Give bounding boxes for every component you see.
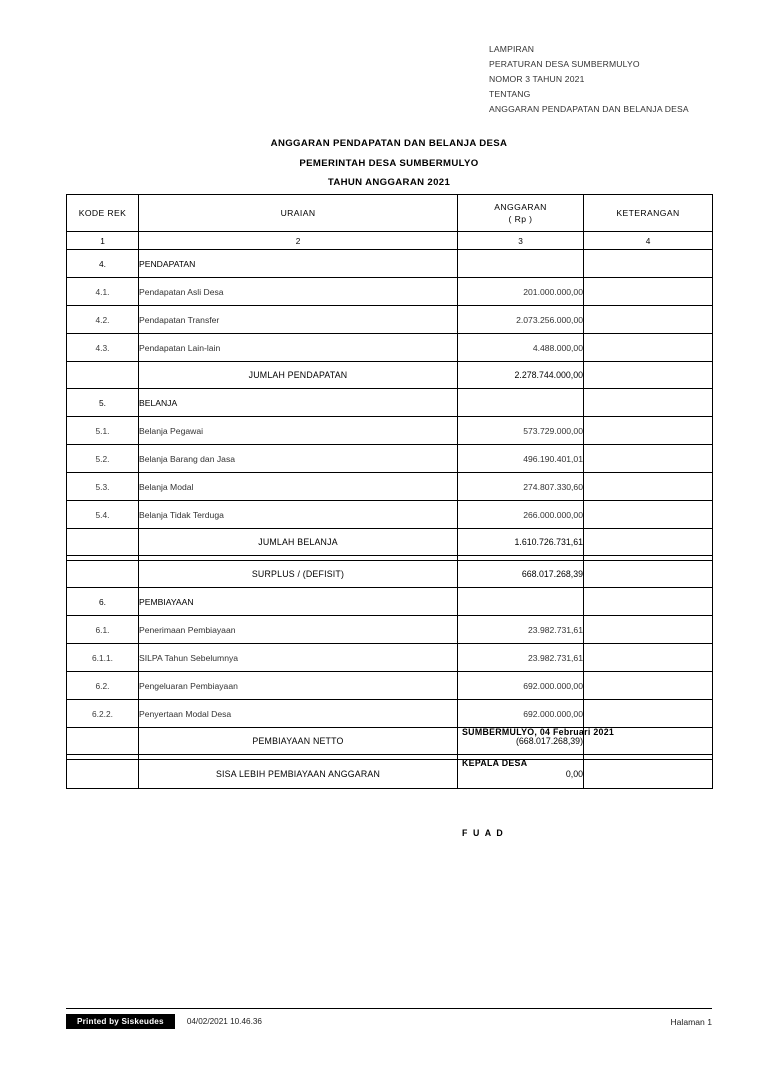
row-code: 5.3. — [67, 473, 139, 501]
table-row — [67, 445, 713, 473]
row-description: Penyertaan Modal Desa — [139, 700, 458, 728]
table-row — [67, 334, 713, 362]
table-row — [67, 700, 713, 728]
row-description: PEMBIAYAAN — [139, 588, 458, 616]
table-row — [67, 389, 713, 417]
column-number-1: 1 — [67, 232, 139, 250]
table-row — [67, 644, 713, 672]
signature-name: F U A D — [462, 828, 505, 838]
row-note — [584, 644, 713, 672]
row-code: 4. — [67, 250, 139, 278]
row-amount — [458, 250, 584, 278]
table-row-surplus-deficit — [67, 561, 713, 588]
row-code — [67, 362, 139, 389]
reference-line-nomor: NOMOR 3 TAHUN 2021 — [489, 74, 585, 85]
row-code — [67, 561, 139, 588]
page-subtitle-government: PEMERINTAH DESA SUMBERMULYO — [299, 157, 479, 169]
row-code — [67, 529, 139, 556]
reference-line-subject: ANGGARAN PENDAPATAN DAN BELANJA DESA — [489, 104, 689, 115]
row-code: 6.1.1. — [67, 644, 139, 672]
footer-row — [66, 1014, 712, 1029]
row-description: Pendapatan Transfer — [139, 306, 458, 334]
signature-block — [462, 726, 742, 839]
row-amount — [458, 588, 584, 616]
table-header — [67, 195, 713, 250]
row-note — [584, 561, 713, 588]
page-number-label: Halaman 1 — [670, 1016, 712, 1027]
row-note — [584, 672, 713, 700]
row-description: Pendapatan Asli Desa — [139, 278, 458, 306]
table-row-total-expenditure — [67, 529, 713, 556]
row-amount: 0,00 — [458, 760, 584, 789]
row-description — [139, 529, 458, 556]
row-amount: 692.000.000,00 — [458, 700, 584, 728]
row-amount: 201.000.000,00 — [458, 278, 584, 306]
row-code: 4.3. — [67, 334, 139, 362]
row-description: Penerimaan Pembiayaan — [139, 616, 458, 644]
row-code: 5.1. — [67, 417, 139, 445]
row-note — [584, 250, 713, 278]
table-row — [67, 306, 713, 334]
row-amount: 1.610.726.731,61 — [458, 529, 584, 556]
row-description: PENDAPATAN — [139, 250, 458, 278]
signature-place-date: SUMBERMULYO, 04 Februari 2021 — [462, 727, 615, 737]
reference-line-peraturan: PERATURAN DESA SUMBERMULYO — [489, 59, 640, 70]
row-note — [584, 700, 713, 728]
row-description: Belanja Tidak Terduga — [139, 501, 458, 529]
row-code: 6.2.2. — [67, 700, 139, 728]
table-row — [67, 250, 713, 278]
row-note — [584, 417, 713, 445]
printed-by-badge: Printed by Siskeudes — [66, 1014, 175, 1029]
row-description: Pendapatan Lain-lain — [139, 334, 458, 362]
row-amount: 2.278.744.000,00 — [458, 362, 584, 389]
row-amount: 274.807.330,60 — [458, 473, 584, 501]
row-note — [584, 616, 713, 644]
row-description: Pengeluaran Pembiayaan — [139, 672, 458, 700]
column-header-anggaran-unit: ( Rp ) — [508, 214, 533, 224]
row-code: 5.2. — [67, 445, 139, 473]
row-code: 6. — [67, 588, 139, 616]
row-description — [139, 561, 458, 588]
row-description-text: JUMLAH BELANJA — [258, 537, 338, 547]
row-code: 6.1. — [67, 616, 139, 644]
row-note — [584, 278, 713, 306]
table-row — [67, 473, 713, 501]
row-description — [139, 728, 458, 755]
row-description-text: JUMLAH PENDAPATAN — [248, 370, 348, 380]
row-note — [584, 529, 713, 556]
document-title-block — [66, 134, 712, 193]
column-header-anggaran-label: ANGGARAN — [494, 202, 547, 212]
page-title: ANGGARAN PENDAPATAN DAN BELANJA DESA — [270, 138, 508, 149]
row-code: 4.2. — [67, 306, 139, 334]
row-description: Belanja Barang dan Jasa — [139, 445, 458, 473]
row-note — [584, 501, 713, 529]
row-amount: 496.190.401,01 — [458, 445, 584, 473]
column-number-2: 2 — [139, 232, 458, 250]
row-amount: 692.000.000,00 — [458, 672, 584, 700]
document-reference-block — [489, 42, 731, 117]
row-code: 4.1. — [67, 278, 139, 306]
row-amount: 23.982.731,61 — [458, 616, 584, 644]
row-amount: 668.017.268,39 — [458, 561, 584, 588]
row-amount: 266.000.000,00 — [458, 501, 584, 529]
row-amount: 2.073.256.000,00 — [458, 306, 584, 334]
column-header-anggaran — [458, 195, 584, 232]
table-row-total-revenue — [67, 362, 713, 389]
column-number-4: 4 — [584, 232, 713, 250]
row-description-text: PEMBIAYAAN NETTO — [252, 736, 344, 746]
row-description-text: SURPLUS / (DEFISIT) — [251, 569, 345, 579]
row-code: 5. — [67, 389, 139, 417]
row-note — [584, 445, 713, 473]
reference-line-lampiran: LAMPIRAN — [489, 44, 535, 54]
row-code — [67, 760, 139, 789]
column-number-3: 3 — [458, 232, 584, 250]
table-row — [67, 616, 713, 644]
reference-line-tentang: TENTANG — [489, 89, 531, 100]
row-description: Belanja Pegawai — [139, 417, 458, 445]
row-amount: (668.017.268,39) — [458, 728, 584, 755]
table-row — [67, 417, 713, 445]
table-body — [67, 250, 713, 789]
row-code — [67, 728, 139, 755]
row-code: 6.2. — [67, 672, 139, 700]
column-header-uraian: URAIAN — [139, 195, 458, 232]
column-header-keterangan: KETERANGAN — [584, 195, 713, 232]
budget-table — [66, 194, 713, 789]
column-header-kode-rek: KODE REK — [67, 195, 139, 232]
row-code: 5.4. — [67, 501, 139, 529]
row-amount: 573.729.000,00 — [458, 417, 584, 445]
row-description: Belanja Modal — [139, 473, 458, 501]
page-footer — [66, 1008, 712, 1029]
row-amount: 23.982.731,61 — [458, 644, 584, 672]
footer-divider — [66, 1008, 712, 1009]
row-description: SILPA Tahun Sebelumnya — [139, 644, 458, 672]
row-description — [139, 760, 458, 789]
print-timestamp: 04/02/2021 10.46.36 — [186, 1017, 262, 1026]
table-column-number-row — [67, 232, 713, 250]
row-amount — [458, 389, 584, 417]
row-note — [584, 588, 713, 616]
row-note — [584, 306, 713, 334]
row-note — [584, 334, 713, 362]
table-row — [67, 501, 713, 529]
table-row — [67, 672, 713, 700]
row-description-text: SISA LEBIH PEMBIAYAAN ANGGARAN — [215, 769, 381, 779]
table-row — [67, 278, 713, 306]
table-header-row — [67, 195, 713, 232]
row-note — [584, 389, 713, 417]
row-note — [584, 473, 713, 501]
row-note — [584, 362, 713, 389]
row-description — [139, 362, 458, 389]
table-row — [67, 588, 713, 616]
row-amount: 4.488.000,00 — [458, 334, 584, 362]
page-subtitle-year: TAHUN ANGGARAN 2021 — [327, 177, 451, 188]
signature-role: KEPALA DESA — [462, 758, 528, 768]
row-description: BELANJA — [139, 389, 458, 417]
